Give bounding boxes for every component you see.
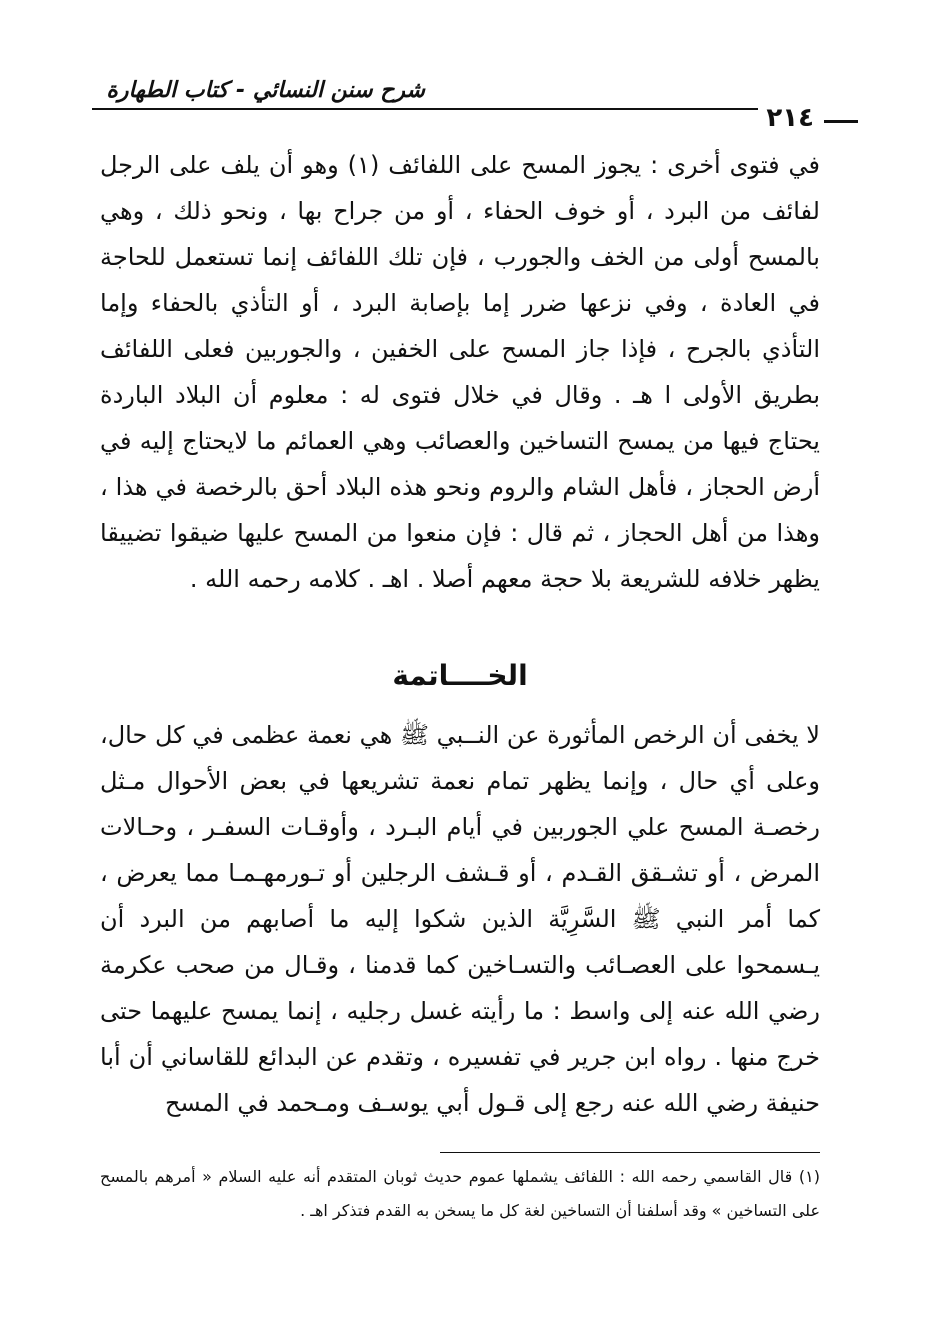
header-rule bbox=[92, 108, 820, 110]
footnote: (١) قال القاسمي رحمه الله : اللفائف يشملها عموم حديث ثوبان المتقدم أنه عليه السلام « أمرهم بالمسح على التساخين » وقد أسلفنا أن التساخين لغة كل ما يسخن به القدم فتذكر اهـ . bbox=[100, 1167, 820, 1220]
page-number-dash bbox=[824, 120, 858, 123]
running-header-title: شرح سنن النسائي - كتاب الطهارة bbox=[106, 78, 425, 103]
body-paragraph-1: في فتوى أخرى : يجوز المسح على اللفائف (١) وهو أن يلف على الرجل لفائف من البرد ، أو خوف الحفاء ، أو من جراح بها ، ونحو ذلك ، وهي بالمسح أولى من الخف والجورب ، فإن تلك اللفائف إنما تستعمل للحاجة في العادة ، وفي نزعها ضرر إما بإصابة البرد ، أو التأذي بالحفاء وإما التأذي بالجرح ، فإذا جاز المسح على الخفين ، والجوربين فعلى اللفائف بطريق الأولى ا هـ . وقال في خلال فتوى له : معلوم أن البلاد الباردة يحتاج فيها من يمسح التساخين والعصائب وهي العمائم ما لايحتاج إليه في أرض الحجاز ، فأهل الشام والروم ونحو هذه البلاد أحق بالرخصة في هذا ، وهذا من أهل الحجاز ، ثم قال : فإن منعوا من المسح عليها ضيقوا تضييقا يظهر خلافه للشريعة بلا حجة معهم أصلا . اهـ . كلامه رحمه الله . bbox=[100, 151, 821, 593]
body-paragraph-2: لا يخفى أن الرخص المأثورة عن النــبي ﷺ هي نعمة عظمى في كل حال، وعلى أي حال ، وإنما يظهر تمام نعمة تشريعها في بعض الأحوال مـثل رخصـة المسح علي الجوربين في أيام البـرد ، وأوقـات السفـر ، وحـالات المرض ، أو تشـقق القـدم ، أو قـشف الرجلين أو تـورمهـمـا مما يعرض ، كما أمر النبي ﷺ السَّرِيَّة الذين شكوا إليه ما أصابهم من البرد أن يـسمحوا على العصـائب والتسـاخين كما قدمنا ، وقـال من صحب عكرمة رضي الله عنه إلى واسط : ما رأيته غسل رجليه ، إنما يمسح عليهما حتى خرج منها . رواه ابن جرير في تفسيره ، وتقدم عن البدائع للقاساني أن أبا حنيفة رضي الله عنه رجع إلى قـول أبي يوسـف ومـحمد في المسح bbox=[100, 721, 820, 1117]
section-heading: الخــــاتمة bbox=[392, 659, 528, 692]
footnote-rule bbox=[440, 1152, 820, 1153]
page-number: ٢١٤ bbox=[758, 103, 822, 133]
